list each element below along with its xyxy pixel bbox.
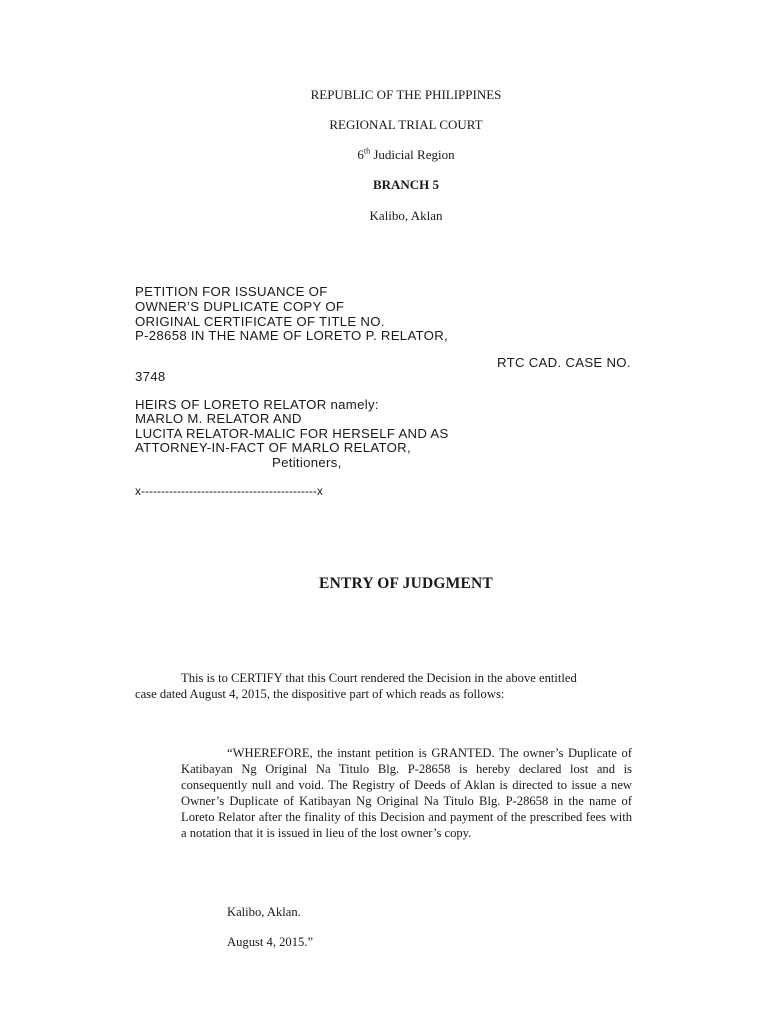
caption-separator: x--------------------------------------------x xyxy=(135,484,323,498)
heirs-line: LUCITA RELATOR-MALIC FOR HERSELF AND AS xyxy=(135,426,449,441)
region-number: 6 xyxy=(357,147,364,162)
heirs-line: ATTORNEY-IN-FACT OF MARLO RELATOR, xyxy=(135,440,411,455)
petition-line: OWNER’S DUPLICATE COPY OF xyxy=(135,299,345,314)
branch-heading: BRANCH 5 xyxy=(372,177,440,192)
heirs-line: MARLO M. RELATOR AND xyxy=(135,411,302,426)
region-text: Judicial Region xyxy=(370,147,455,162)
body-line: This is to CERTIFY that this Court rendered the Decision in the above entitled xyxy=(181,671,577,685)
location-heading: Kalibo, Aklan xyxy=(369,208,443,223)
region-suffix: th xyxy=(363,146,371,156)
dispositive-paragraph: “WHEREFORE, the instant petition is GRANTED. The owner’s Duplicate of Katibayan Ng Original Na Titulo Blg. P-28658 is hereby declared lost and is consequently null and void. The Registry of Deeds of Aklan is directed to issue a new Owner’s Duplicate of Katibayan Ng Original Na Titulo Blg. P-28658 in the name of Loreto Relator after the finality of this Decision and payment of the prescribed fees with a notation that it is issued in lieu of the lost owner’s copy. xyxy=(181,746,632,840)
dispositive-quote xyxy=(181,745,632,841)
judicial-region-heading xyxy=(43,147,768,163)
petition-line: ORIGINAL CERTIFICATE OF TITLE NO. xyxy=(135,314,385,329)
case-number-label: RTC CAD. CASE NO. xyxy=(497,355,631,370)
body-line: case dated August 4, 2015, the dispositive part of which reads as follows: xyxy=(135,687,505,701)
document-title: ENTRY OF JUDGMENT xyxy=(319,575,493,592)
petition-line: P-28658 IN THE NAME OF LORETO P. RELATOR, xyxy=(135,328,449,343)
republic-heading: REPUBLIC OF THE PHILIPPINES xyxy=(310,87,502,102)
quote-date: August 4, 2015.” xyxy=(227,935,314,949)
heirs-line: HEIRS OF LORETO RELATOR namely: xyxy=(135,397,379,412)
petitioners-label: Petitioners, xyxy=(272,455,342,470)
quote-place: Kalibo, Aklan. xyxy=(227,905,301,919)
court-heading: REGIONAL TRIAL COURT xyxy=(329,117,483,132)
case-number-value: 3748 xyxy=(135,369,166,384)
petition-line: PETITION FOR ISSUANCE OF xyxy=(135,284,328,299)
